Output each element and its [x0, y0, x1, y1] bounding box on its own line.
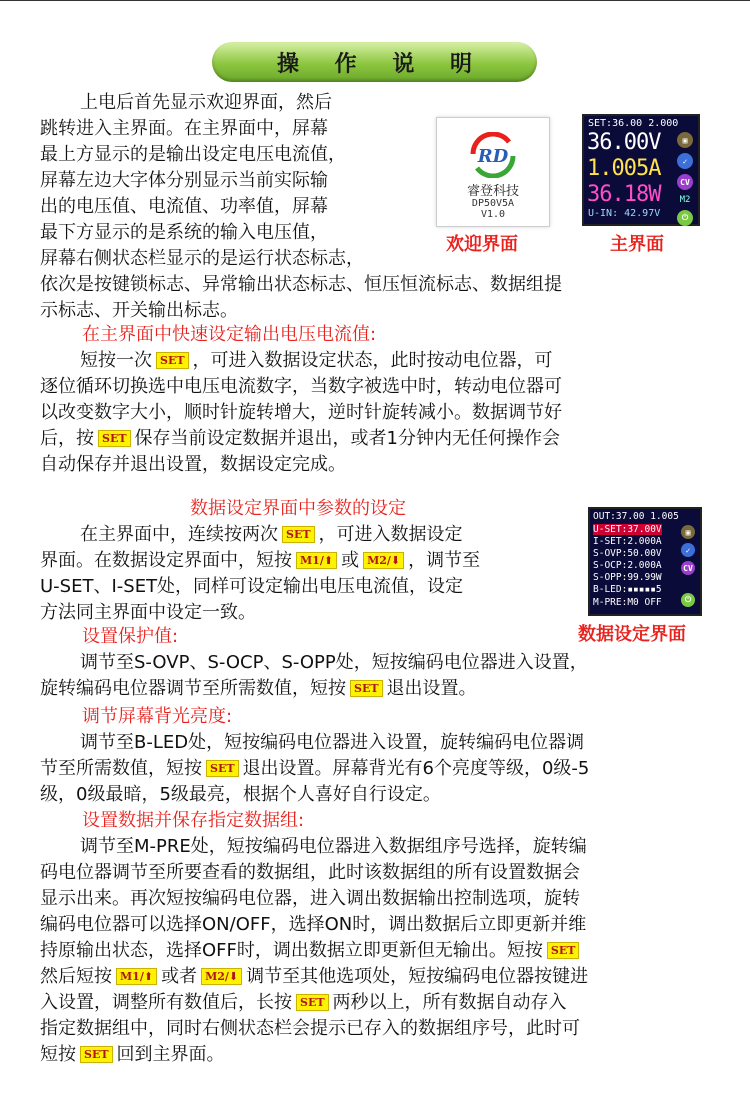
- set-screen-bled: B-LED:▪▪▪▪▪5: [593, 584, 662, 595]
- rd-logo-icon: [465, 132, 521, 178]
- backlight-heading: 调节屏幕背光亮度:: [82, 706, 233, 727]
- set-key-label: SET: [206, 760, 239, 777]
- set-status-bar: [678, 525, 698, 607]
- main-screen-image: [582, 114, 700, 226]
- welcome-model: DP50V5A V1.0: [471, 198, 515, 220]
- welcome-caption: 欢迎界面: [446, 234, 518, 255]
- welcome-brand: 睿登科技: [466, 184, 519, 199]
- backlight-paragraph: 调节至B-LED处，短按编码电位器进入设置，旋转编码电位器调 节至所需数值，短按 SET 退出设置。屏幕背光有6个亮度等级，0级-5 级，0级最暗，5级最亮，根据个人喜好自行设定。: [40, 732, 590, 805]
- m1-key-label: M1/⬆: [116, 968, 157, 985]
- page-title: 操 作 说 明: [277, 51, 486, 77]
- protect-heading: 设置保护值:: [82, 626, 179, 647]
- cv-icon: CV: [681, 561, 695, 575]
- m1-key-label: M1/⬆: [296, 552, 337, 569]
- power-icon: ⏻: [677, 210, 693, 226]
- data-set-caption: 数据设定界面: [578, 624, 686, 645]
- check-icon: ✓: [677, 153, 693, 169]
- top-border: [0, 0, 750, 1]
- cv-icon: CV: [677, 174, 693, 190]
- set-key-label: SET: [98, 430, 131, 447]
- main-voltage: 36.00V: [587, 130, 661, 155]
- set-screen-mpre: M-PRE:M0 OFF: [593, 597, 662, 608]
- svg-text:RD: RD: [477, 146, 509, 167]
- lock-icon: ▣: [681, 525, 695, 539]
- param-set-heading: 数据设定界面中参数的设定: [190, 498, 406, 519]
- set-screen-uset: U-SET:37.00V: [593, 524, 662, 535]
- protect-paragraph: 调节至S-OVP、S-OCP、S-OPP处，短按编码电位器进入设置， 旋转编码电位器调节至所需数值，短按 SET 退出设置。: [40, 652, 588, 699]
- m2-key-label: M2/⬇: [363, 552, 404, 569]
- lock-icon: ▣: [677, 132, 693, 148]
- set-screen-iset: I-SET:2.000A: [593, 536, 662, 547]
- check-icon: ✓: [681, 543, 695, 557]
- main-current: 1.005A: [587, 156, 661, 181]
- set-key-label: SET: [156, 352, 189, 369]
- set-screen-ocp: S-OCP:2.000A: [593, 560, 662, 571]
- quick-set-heading: 在主界面中快速设定输出电压电流值:: [82, 324, 377, 345]
- main-caption: 主界面: [610, 234, 664, 255]
- set-screen-out: OUT:37.00 1.005: [593, 511, 679, 522]
- main-input-voltage: U-IN: 42.97V: [588, 208, 661, 219]
- set-key-label: SET: [282, 526, 315, 543]
- welcome-screen-image: [436, 117, 550, 227]
- set-screen-ovp: S-OVP:50.00V: [593, 548, 662, 559]
- store-heading: 设置数据并保存指定数据组:: [82, 810, 305, 831]
- group-indicator: M2: [679, 195, 691, 205]
- set-screen-opp: S-OPP:99.99W: [593, 572, 662, 583]
- set-key-label: SET: [80, 1046, 113, 1063]
- main-power: 36.18W: [587, 182, 661, 207]
- set-key-label: SET: [547, 942, 580, 959]
- page-title-banner: [212, 42, 537, 82]
- main-status-bar: [675, 132, 695, 226]
- intro-paragraph: 上电后首先显示欢迎界面，然后 跳转进入主界面。在主界面中，屏幕 最上方显示的是输出设定电压电流值， 屏幕左边大字体分别显示当前实际输 出的电压值、电流值、功率值，屏幕 最下方显示的是系统的输入电压值， 屏幕右侧状态栏显示的是运行状态标志， 依次是按键锁标志、异常输出状态标志、恒压恒流标志、数据组提 示标志、开关输出标志。: [40, 92, 562, 321]
- main-set-line: SET:36.00 2.000: [588, 118, 679, 129]
- set-key-label: SET: [350, 680, 383, 697]
- m2-key-label: M2/⬇: [201, 968, 242, 985]
- power-icon: ⏻: [681, 593, 695, 607]
- quick-set-paragraph: 短按一次 SET ，可进入数据设定状态，此时按动电位器，可 逐位循环切换选中电压电流数字，当数字被选中时，转动电位器可 以改变数字大小，顺时针旋转增大，逆时针旋转减小。数据调节好 后，按 SET 保存当前设定数据并退出，或者1分钟内无任何操作会 自动保存并退出设置，数据设定完成。: [40, 350, 562, 475]
- param-set-paragraph: 在主界面中，连续按两次 SET ，可进入数据设定 界面。在数据设定界面中，短按 M1/⬆ 或 M2/⬇ ，调节至 U-SET、I-SET处，同样可设定输出电压电流值，设定 方法同主界面中设定一致。: [40, 524, 481, 623]
- store-paragraph: 调节至M-PRE处，短按编码电位器进入数据组序号选择，旋转编 码电位器调节至所要查看的数据组，此时该数据组的所有设置数据会 显示出来。再次短按编码电位器，进入调出数据输出控制选项，旋转 编码电位器可以选择ON/OFF，选择ON时，调出数据后立即更新并维 持原输出状态，选择OFF时，调出数据立即更新但无输出。短按 SET 然后短按 M1/⬆ 或者 M2/⬇ 调节至其他选项处，短按编码电位器按键进 入设置，调整所有数值后，长按 SET 两秒以上，所有数据自动存入 指定数据组中，同时右侧状态栏会提示已存入的数据组序号，此时可 短按 SET 回到主界面。: [40, 836, 589, 1065]
- set-key-label: SET: [296, 994, 329, 1011]
- data-set-screen-image: [588, 507, 702, 616]
